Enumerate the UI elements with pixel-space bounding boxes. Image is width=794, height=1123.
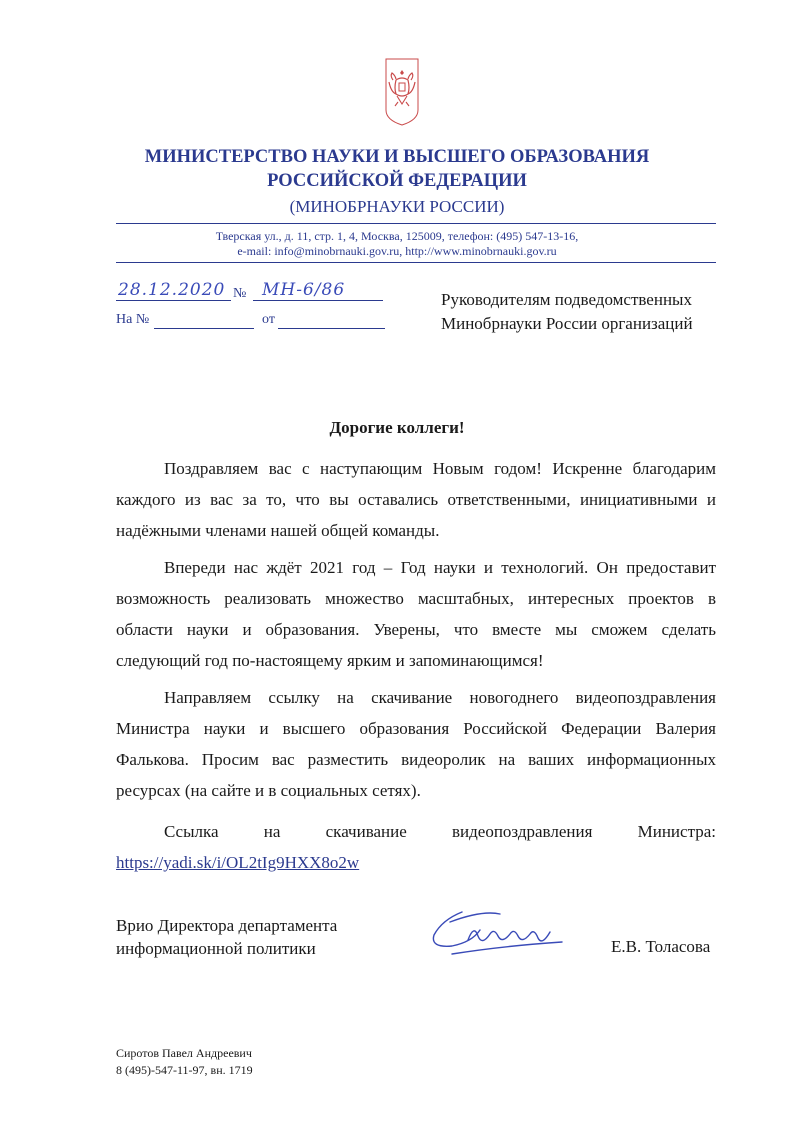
reference-label: На №: [116, 312, 150, 327]
video-download-link[interactable]: https://yadi.sk/i/OL2tIg9HXX8o2w: [116, 853, 360, 872]
reference-field-line: [154, 312, 254, 329]
link-intro-row: [116, 816, 716, 847]
handwritten-number: МН-6/86: [262, 280, 346, 300]
link-intro-word: Министра:: [637, 822, 716, 841]
address-line: Тверская ул., д. 11, стр. 1, 4, Москва, 125009, телефон: (495) 547-13-16,: [215, 229, 579, 243]
executor-name: Сиротов Павел Андреевич: [116, 1046, 252, 1060]
addressee: [441, 288, 693, 336]
handwritten-signature: [422, 900, 572, 970]
greeting: Дорогие коллеги!: [329, 418, 465, 437]
link-intro-word: видеопоздравления: [452, 822, 593, 841]
coat-of-arms-icon: [385, 58, 419, 126]
signatory-title: [116, 914, 337, 960]
contact-line: e-mail: info@minobrnauki.gov.ru, http://www.minobrnauki.gov.ru: [237, 244, 557, 258]
number-sign: №: [233, 286, 247, 301]
header-divider-bottom: [116, 262, 716, 263]
paragraph-3: Направляем ссылку на скачивание новогоднего видеопоздравления Министра науки и высшего образования Российской Федерации Валерия Фалькова. Просим вас разместить видеоролик на ваших информационных ресурсах (на сайте и в социальных сетях).: [116, 688, 716, 800]
link-intro-word: скачивание: [325, 822, 407, 841]
header-divider-top: [116, 223, 716, 224]
signatory-name: Е.В. Толасова: [611, 937, 711, 956]
addressee-line2: Минобрнауки России организаций: [441, 314, 693, 333]
executor-info: [116, 1045, 253, 1079]
paragraph-4: [116, 816, 716, 878]
ministry-title-line2: РОССИЙСКОЙ ФЕДЕРАЦИИ: [267, 171, 527, 191]
ministry-short-name: (МИНОБРНАУКИ РОССИИ): [289, 197, 505, 216]
handwritten-date: 28.12.2020: [118, 280, 226, 300]
executor-phone: 8 (495)-547-11-97, вн. 1719: [116, 1063, 253, 1077]
signatory-title-line1: Врио Директора департамента: [116, 916, 338, 935]
paragraph-1: Поздравляем вас с наступающим Новым годом! Искренне благодарим каждого из вас за то, что вы оставались ответственными, инициативными и надёжными членами нашей общей команды.: [116, 459, 716, 540]
link-intro-word: Ссылка: [164, 822, 219, 841]
reference-from-label: от: [262, 312, 275, 327]
addressee-line1: Руководителям подведомственных: [441, 290, 692, 309]
link-intro-word: на: [263, 822, 281, 841]
signatory-title-line2: информационной политики: [116, 939, 316, 958]
ministry-title-line1: МИНИСТЕРСТВО НАУКИ И ВЫСШЕГО ОБРАЗОВАНИЯ: [144, 147, 650, 167]
reference-date-line: [278, 312, 385, 329]
paragraph-2: Впереди нас ждёт 2021 год – Год науки и технологий. Он предоставит возможность реализовать множество масштабных, интересных проектов в области науки и образования. Уверены, что вместе мы сможем сделать следующий год по-настоящему ярким и запоминающимся!: [116, 558, 716, 670]
